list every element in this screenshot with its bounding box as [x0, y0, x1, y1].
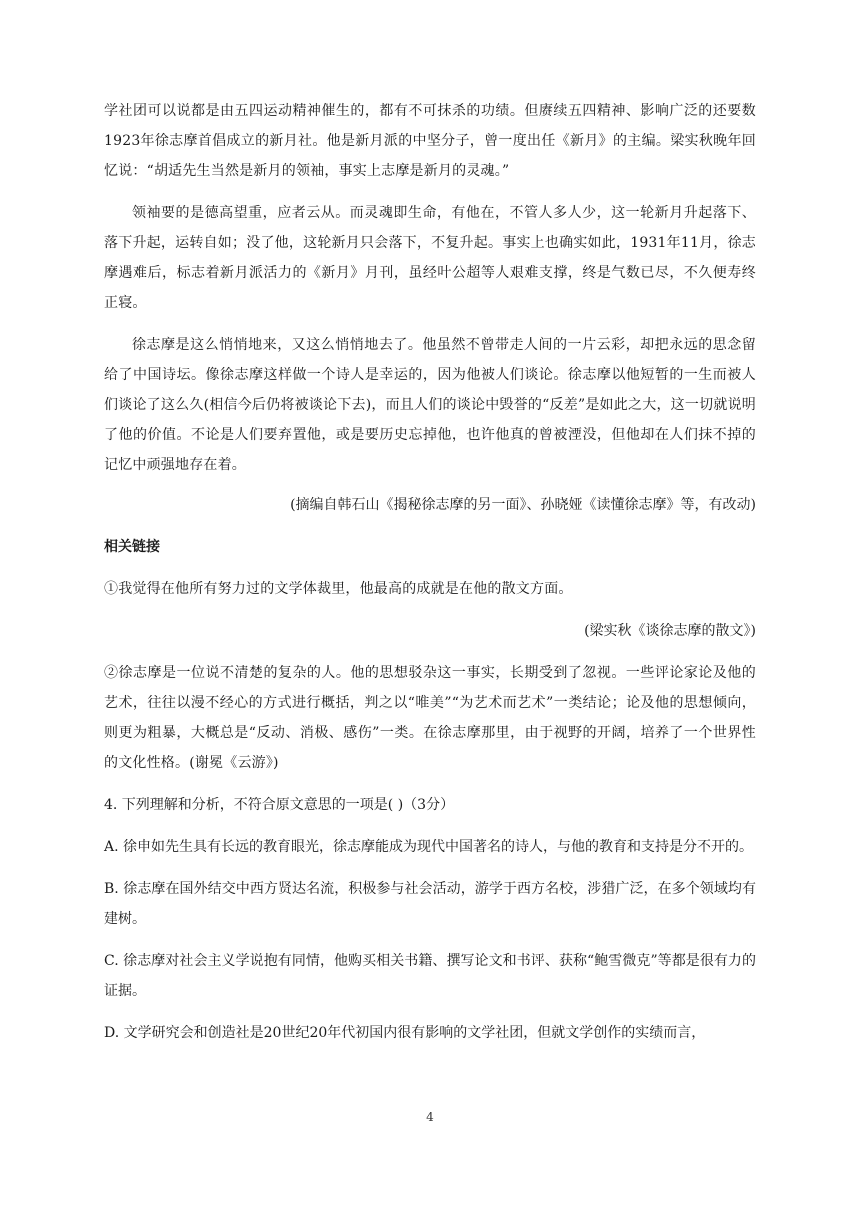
paragraph-1: 学社团可以说都是由五四运动精神催生的，都有不可抹杀的功绩。但赓续五四精神、影响广泛的还要数1923年徐志摩首倡成立的新月社。他是新月派的中坚分子，曾一度出任《新月》的主编。梁实秋晚年回忆说：“胡适先生当然是新月的领袖，事实上志摩是新月的灵魂。”	[104, 103, 756, 179]
source-citation: (摘编自韩石山《揭秘徐志摩的另一面》、孙晓娅《读懂徐志摩》等，有改动)	[290, 497, 756, 513]
question-option-a: A. 徐申如先生具有长远的教育眼光，徐志摩能成为现代中国著名的诗人，与他的教育和支持是分不开的。	[104, 839, 754, 855]
related-link-1: ①我觉得在他所有努力过的文学体裁里，他最高的成就是在他的散文方面。	[104, 581, 573, 597]
paragraph-3: 徐志摩是这么悄悄地来，又这么悄悄地去了。他虽然不曾带走人间的一片云彩，却把永远的思念留给了中国诗坛。像徐志摩这样做一个诗人是幸运的，因为他被人们谈论。徐志摩以他短暂的一生而被人们谈论了这么久(相信今后仍将被谈论下去)，而且人们的谈论中毁誉的“反差”是如此之大，这一切就说明了他的价值。不论是人们要弃置他，或是要历史忘掉他，也许他真的曾被湮没，但他却在人们抹不掉的记忆中顽强地存在着。	[104, 337, 756, 473]
question-option-c: C. 徐志摩对社会主义学说抱有同情，他购买相关书籍、撰写论文和书评、获称“鲍雪微克”等都是很有力的证据。	[104, 953, 756, 999]
question-option-d: D. 文学研究会和创造社是20世纪20年代初国内很有影响的文学社团，但就文学创作的实绩而言，	[104, 1025, 706, 1041]
page-content	[104, 96, 756, 1060]
question-stem: 4. 下列理解和分析，不符合原文意思的一项是( )（3分）	[104, 797, 455, 813]
page-number: 4	[426, 1110, 434, 1124]
related-link-2: ②徐志摩是一位说不清楚的复杂的人。他的思想驳杂这一事实，长期受到了忽视。一些评论家论及他的艺术，往往以漫不经心的方式进行概括，判之以“唯美”“为艺术而艺术”一类结论；论及他的思想倾向，则更为粗暴，大概总是“反动、消极、感伤”一类。在徐志摩那里，由于视野的开阔，培养了一个世界性的文化性格。(谢冕《云游》)	[104, 665, 756, 771]
question-option-b: B. 徐志摩在国外结交中西方贤达名流，积极参与社会活动，游学于西方名校，涉猎广泛，在多个领域均有建树。	[104, 881, 756, 927]
related-link-1-citation: (梁实秋《谈徐志摩的散文》)	[584, 623, 756, 639]
paragraph-2: 领袖要的是德高望重，应者云从。而灵魂即生命，有他在，不管人多人少，这一轮新月升起落下、落下升起，运转自如；没了他，这轮新月只会落下，不复升起。事实上也确实如此，1931年11月，徐志摩遇难后，标志着新月派活力的《新月》月刊，虽经叶公超等人艰难支撑，终是气数已尽，不久便寿终正寝。	[104, 205, 756, 311]
related-links-heading: 相关链接	[104, 539, 160, 555]
